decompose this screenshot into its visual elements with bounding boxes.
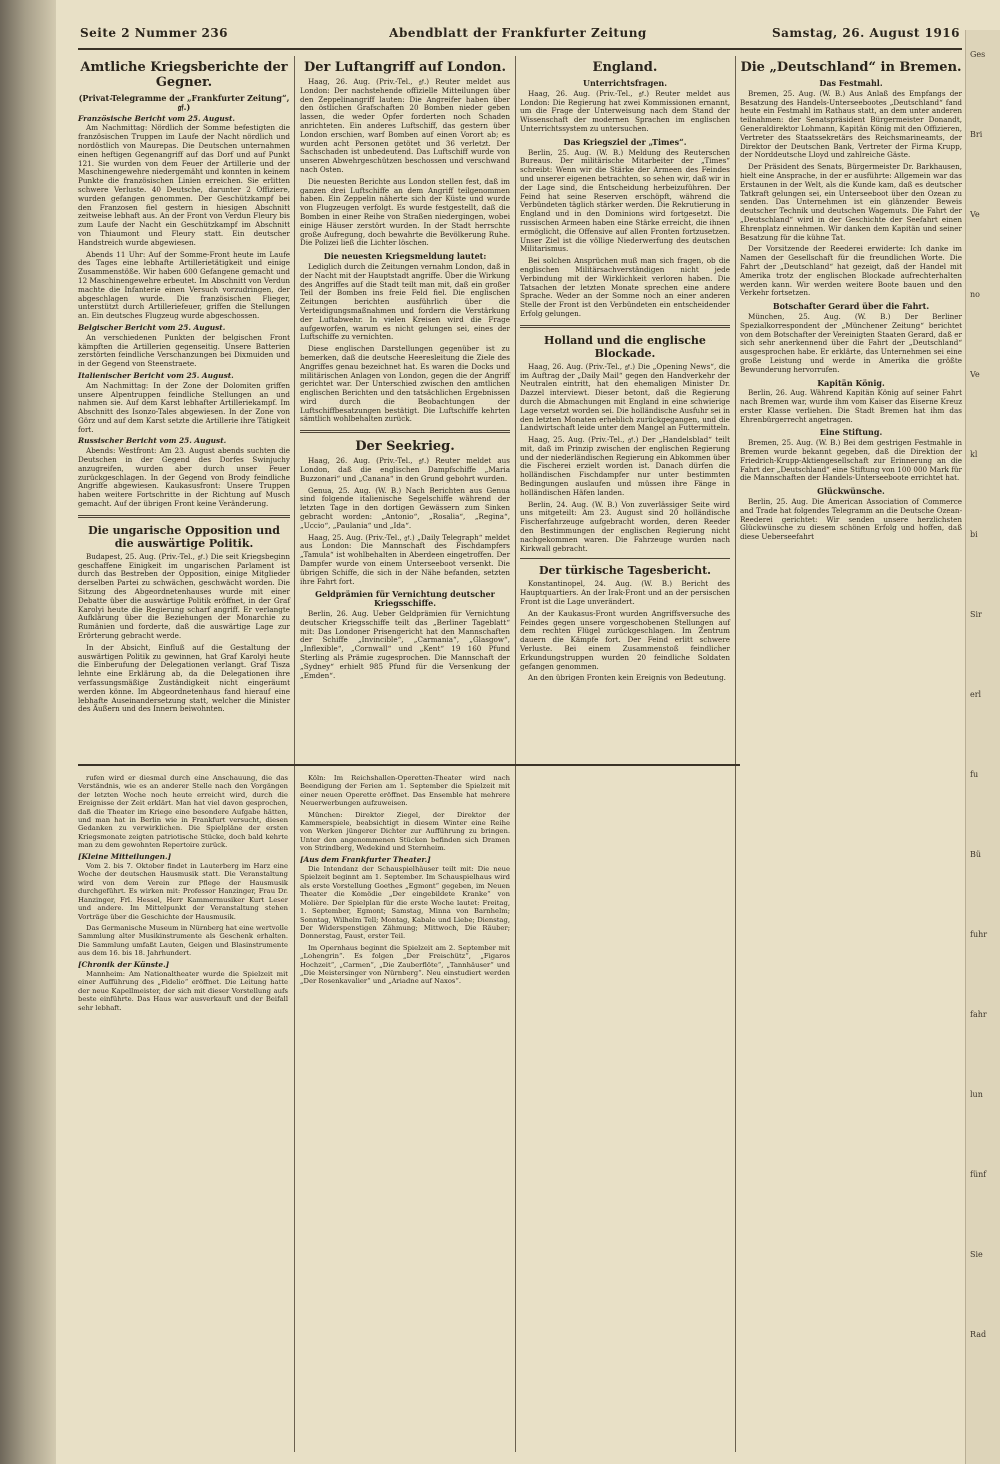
dateline: (Privat-Telegramme der „Frankfurter Zeitung“, 𝔤𝔣.) [78, 93, 290, 112]
adjacent-page-fragment: no [970, 290, 980, 299]
article-text: Konstantinopel, 24. Aug. (W. B.) Bericht des Hauptquartiers. An der Irak-Front und an der persischen Front ist die Lage unverändert. [520, 579, 730, 607]
feuilleton-column-1 [78, 774, 288, 1015]
adjacent-page-fragment: kl [970, 450, 978, 459]
subheading: Eine Stiftung. [819, 427, 883, 438]
section-title: Belgischer Bericht vom 25. August. [78, 322, 226, 332]
article-text: Am Nachmittag: In der Zone der Dolomiten griffen unsere Alpentruppen feindliche Stellungen an und nahmen sie. Auf dem Karst lebhafter Artilleriekampf. Im Abschnitt des Isonzo-Tales abgewiesen. In der Zone von Görz und auf dem Karst setzte die Artillerie ihre Tätigkeit fort. [78, 380, 290, 434]
article-text: An den übrigen Fronten kein Ereignis von Bedeutung. [528, 673, 726, 683]
subheading: Die neuesten Kriegsmeldung lautet: [323, 251, 487, 262]
article-text: München, 25. Aug. (W. B.) Der Berliner Spezialkorrespondent der „Münchener Zeitung“ berichtet von dem Botschafter der Vereinigten Staaten Gerard, daß er sich sehr anerkennend über die Fahrt der „Deutschland“ ausgesprochen habe. Er erklärte, das Unternehmen sei eine große Leistung und werde in Amerika die größte Bewunderung hervorrufen. [740, 311, 962, 374]
headline-war-reports: Amtliche Kriegsberichte der Gegner. [80, 60, 288, 90]
section-title: [Aus dem Frankfurter Theater.] [300, 854, 431, 864]
newspaper-title: Abendblatt der Frankfurter Zeitung [389, 26, 647, 40]
adjacent-page-fragment: fuhr [970, 930, 988, 939]
headline-deutschland-bremen: Die „Deutschland“ in Bremen. [740, 60, 962, 75]
article-text: Der Vorsitzende der Reederei erwiderte: Ich danke im Namen der Gesellschaft für die freundlichen Worte. Die Fahrt der „Deutschland“ hat gezeigt, daß der Handel mit Amerika trotz der englischen Blockade aufrechterhalten werden kann. Wir werden weitere Boote bauen und den Verkehr fortsetzen. [740, 244, 962, 298]
subheading: Botschafter Gerard über die Fahrt. [772, 301, 930, 312]
subheading: Geldprämien für Vernichtung deutscher Kriegsschiffe. [315, 589, 495, 609]
subheading: Das Kriegsziel der „Times“. [563, 136, 687, 147]
article-text: Die neuesten Berichte aus London stellen fest, daß im ganzen drei Luftschiffe an dem Angriff teilgenommen haben. Ein Zeppelin näherte sich der Küste und wurde von Flugzeugen verfolgt. Es wurde festgestellt, daß die Bomben in einer Reihe von Straßen niedergingen, wobei einige Häuser zerstört wurden. In der Stadt herrschte große Aufregung, doch bewahrte die Bevölkerung Ruhe. Die Polizei ließ die Lichter löschen. [300, 176, 510, 248]
adjacent-page-fragment: Ges [970, 50, 986, 59]
article-text: Köln: Im Reichshallen-Operetten-Theater wird nach Beendigung der Ferien am 1. September die Spielzeit mit einer neuen Operette eröffnet. Das Ensemble hat mehrere Neuerwerbungen aufzuweisen. [300, 774, 510, 808]
article-text: Mannheim: Am Nationaltheater wurde die Spielzeit mit einer Aufführung des „Fidelio“ eröffnet. Die Leitung hatte der neue Kapellmeister, der sich mit dieser Vorstellung aufs beste einführte. Das Haus war ausverkauft und der Beifall sehr lebhaft. [78, 969, 288, 1012]
article-text: Am Nachmittag: Nördlich der Somme befestigten die französischen Truppen im Laufe der Nacht nördlich und nordöstlich von Maurepas. Die Deutschen unternahmen einen heftigen Gegenangriff auf das Dorf und auf Punkt 121. Sie wurden von dem Feuer der Artillerie und der Maschinengewehre niedergemäht und konnten in keinem Punkte die französischen Linien erreichen. Sie erlitten schwere Verluste. 40 Deutsche, darunter 2 Offiziere, wurden gefangen genommen. Der Geschützkampf bei den Franzosen fiel gestern in hiesigen Abschnitt zeitweise lebhaft aus. An der Front von Verdun Fleury bis zum Laufe der Nacht ein Geschützkampf im Abschnitt von Thiaumont und Fleury statt. Ein deutscher Handstreich wurde abgewiesen. [78, 123, 290, 247]
section-divider [300, 430, 510, 433]
section-divider [520, 558, 730, 559]
article-text: An der Kaukasus-Front wurden Angriffsversuche des Feindes gegen unsere vorgeschobenen Stellungen auf dem rechten Flügel zurückgeschlagen. Im Zentrum dauern die Kämpfe fort. Der Feind erlitt schwere Verluste. Bei einem Zusammenstoß feindlicher Erkundungstruppen wurden 20 feindliche Soldaten gefangen genommen. [520, 608, 730, 671]
subheading: Kapitän König. [817, 377, 885, 388]
article-text: Haag, 26. Aug. (Priv.-Tel., 𝔤𝔣.) Reuter meldet aus London: Die Regierung hat zwei Kommissionen ernannt, um die Frage der Unterweisung nach dem Stand der Wissenschaft der modernen Sprachen im englischen Unterrichtssystem zu untersuchen. [520, 88, 730, 133]
adjacent-page-fragment: fünf [970, 1170, 987, 1179]
article-text: In der Absicht, Einfluß auf die Gestaltung der auswärtigen Politik zu gewinnen, hat Graf Karolyi heute die Einberufung der Delegationen verlangt. Graf Tisza lehnte eine Erklärung ab, da die Delegationen ihre verfassungsmäßige Zuständigkeit nicht eingeräumt werden könne. Im Abgeordnetenhaus fand hierauf eine lebhafte Auseinandersetzung statt, welcher die Minister des Äußern und des Innern beiwohnten. [78, 642, 290, 714]
adjacent-page-fragment: fu [970, 770, 979, 779]
feuilleton-divider [78, 764, 740, 766]
section-title: Italienischer Bericht vom 25. August. [78, 370, 234, 380]
adjacent-page-fragment: fahr [970, 1010, 987, 1019]
column-rule [515, 56, 516, 1452]
article-text: Bremen, 25. Aug. (W. B.) Bei dem gestrigen Festmahle in Bremen wurde bekannt gegeben, daß die Direktion der Friedrich-Krupp-Aktiengesellschaft zur Erinnerung an die Fahrt der „Deutschland“ eine Stiftung von 100 000 Mark für die Mannschaften der Handels-Unterseeboote errichtet hat. [740, 438, 962, 483]
column-rule [735, 56, 736, 1452]
article-text: Vom 2. bis 7. Oktober findet in Lauterberg im Harz eine Woche der deutschen Hausmusik statt. Die Veranstaltung wird von dem Verein zur Pflege der Hausmusik durchgeführt. Es wirken mit: Professor Hanzinger, Frau Dr. Hanzinger, Frl. Hessel, Herr Kammermusiker Kurt Leser und andere. Im Mittelpunkt der Veranstaltung stehen Vorträge über die Geschichte der Hausmusik. [78, 862, 288, 921]
article-text: München: Direktor Ziegel, der Direktor der Kammerspiele, beabsichtigt in diesem Winter eine Reihe von Werken jüngerer Dichter zur Aufführung zu bringen. Unter den angenommenen Stücken befinden sich Dramen von Strindberg, Wedekind und Sternheim. [300, 810, 510, 853]
article-text: Haag, 25. Aug. (Priv.-Tel., 𝔤𝔣.) „Daily Telegraph“ meldet aus London: Die Mannschaft des Fischdampfers „Tamula“ ist wohlbehalten in Aberdeen eingetroffen. Der Dampfer wurde von einem Unterseeboot versenkt. Die übrigen Schiffe, die sich in der Nähe befanden, setzten ihre Fahrt fort. [300, 532, 510, 586]
adjacent-page-fragment: bi [970, 530, 978, 539]
adjacent-page-fragment: Bü [970, 850, 982, 859]
subheading: Das Festmahl. [819, 78, 883, 88]
column-1 [78, 56, 290, 717]
article-text: Bei solchen Ansprüchen muß man sich fragen, ob die englischen Militärsachverständigen nicht jede Verbindung mit der Wirklichkeit verloren haben. Die Tatsachen der letzten Monate sprechen eine andere Sprache. Weder an der Somme noch an einer anderen Stelle der Front ist den Verbündeten ein entscheidender Erfolg gelungen. [520, 256, 730, 318]
adjacent-page-fragment: lun [970, 1090, 983, 1099]
headline-turkish-report: Der türkische Tagesbericht. [539, 564, 711, 578]
article-text: Haag, 26. Aug. (Priv.-Tel., 𝔤𝔣.) Reuter meldet aus London: Der nachstehende offizielle Mitteilungen über den Zeppelinangriff lauten: Die Angreifer haben über den östlichen Grafschaften 20 Bomben nieder geben lassen, die weder Opfer forderten noch Schaden anrichteten. Ein anderes Luftschiff, das gestern über London erschien, warf Bomben auf einen Vorort ab; es wurden acht Personen getötet und 36 verletzt. Der Sachschaden ist unbedeutend. Das Luftschiff wurde von unseren Abwehrgeschützen beschossen und verschwand nach Osten. [300, 77, 510, 174]
headline-holland-blockade: Holland und die englische Blockade. [544, 333, 706, 360]
article-text: Berlin, 26. Aug. Ueber Geldprämien für Vernichtung deutscher Kriegsschiffe teilt das „Berliner Tageblatt“ mit: Das Londoner Prisengericht hat den Mannschaften der Schiffe „Invincible“, „Carmania“, „Glasgow“, „Inflexible“, „Cornwall“ und „Kent“ 19 160 Pfund Sterling als Prämie zugesprochen. Die Mannschaft der „Sydney“ erhielt 985 Pfund für die Versenkung der „Emden“. [300, 609, 510, 680]
headline-england: England. [592, 60, 658, 75]
issue-date: Samstag, 26. August 1916 [771, 26, 960, 40]
article-text: Haag, 26. Aug. (Priv.-Tel., 𝔤𝔣.) Die „Opening News“, die im Auftrag der „Daily Mail“ gegen den Handverkehr der Neutralen eintritt, hat den ehemaligen Minister Dr. Dazzel interviewt. Dieser betont, daß die Regierung durch die Abmachungen mit England in eine schwierige Lage versetzt worden sei. Die holländische Ausfuhr sei in den letzten Monaten erheblich zurückgegangen, und die Landwirtschaft leide unter dem Mangel an Futtermitteln. [520, 361, 730, 433]
masthead [78, 22, 962, 50]
article-text: Der Präsident des Senats, Bürgermeister Dr. Barkhausen, hielt eine Ansprache, in der er ausführte: Allgemein war das Erstaunen in der Welt, als die Kunde kam, daß es deutscher Tatkraft gelungen sei, ein Unterseeboot über den Ozean zu senden. Das Unternehmen ist ein glänzender Beweis deutscher Technik und deutschen Wagemuts. Die Fahrt der „Deutschland“ wird in der Geschichte der Seefahrt einen Ehrenplatz einnehmen. Wir danken dem Kapitän und seiner Besatzung für die kühne Tat. [740, 162, 962, 242]
section-divider [520, 325, 730, 328]
adjacent-page-fragment: Ve [970, 370, 980, 379]
page-content [78, 22, 962, 1452]
adjacent-page-fragment: Ve [970, 210, 980, 219]
article-text: Abends 11 Uhr: Auf der Somme-Front heute im Laufe des Tages eine lebhafte Artillerietätigkeit und einige Zusammenstöße. Wir haben 600 Gefangene gemacht und 12 Maschinengewehre erbeutet. Im Abschnitt von Verdun machte die Infanterie einen Versuch vorzudringen, der abgeschlagen wurde. Die französischen Flieger, unterstützt durch Artilleriefeuer, griffen die Stellungen an. Ein deutsches Flugzeug wurde abgeschossen. [78, 249, 290, 321]
subheading: Glückwünsche. [817, 486, 885, 497]
column-3 [520, 56, 730, 686]
article-text: Berlin, 24. Aug. (W. B.) Von zuverlässiger Seite wird uns mitgeteilt: Am 23. August sind 20 holländische Fischerfahrzeuge aufgebracht worden, deren Reeder den Bestimmungen der englischen Regierung nicht nachgekommen waren. Die Fahrzeuge wurden nach Kirkwall gebracht. [520, 499, 730, 553]
section-title: Französische Bericht vom 25. August. [78, 113, 235, 123]
article-text: Genua, 25. Aug. (W. B.) Nach Berichten aus Genua sind folgende italienische Segelschiffe während der letzten Tage in den dortigen Gewässern zum Sinken gebracht worden: „Antonio“, „Rosalia“, „Regina“, „Uccio“, „Paulania“ und „Ida“. [300, 485, 510, 530]
article-text: Abends: Westfront: Am 23. August abends suchten die Deutschen in der Gegend des Dorfes Swinjuchy anzugreifen, wurden aber durch unser Feuer zurückgeschlagen. In der Gegend von Brody feindliche Angriffe abgewiesen. Kaukasusfront: Unsere Truppen haben weitere Fortschritte in der Richtung auf Musch gemacht. Auf der übrigen Front keine Veränderung. [78, 446, 290, 509]
headline-naval-war: Der Seekrieg. [355, 439, 455, 455]
article-text: Berlin, 25. Aug. Die American Association of Commerce and Trade hat folgendes Telegramm an die Deutsche Ozean-Reederei gerichtet: Wir senden unsere herzlichsten Glückwünsche zu diesem schönen Erfolg und hoffen, daß diese Ueberseefahrt [740, 497, 962, 542]
adjacent-page-fragment: erl [970, 690, 982, 699]
article-text: Haag, 25. Aug. (Priv.-Tel., 𝔤𝔣.) Der „Handelsblad“ teilt mit, daß im Prinzip zwischen der englischen Regierung und der niederländischen Regierung ein Abkommen über die Fischerei erzielt worden ist. Danach dürfen die holländischen Fischdampfer nur unter bestimmten Bedingungen auslaufen und müssen ihre Fänge in holländischen Häfen landen. [520, 435, 730, 497]
article-text: Bremen, 25. Aug. (W. B.) Aus Anlaß des Empfangs der Besatzung des Handels-Unterseebootes „Deutschland“ fand heute ein Festmahl im Rathaus statt, an dem unter anderen teilnahmen: der Senatspräsident Bürgermeister Donandt, Generaldirektor Lohmann, Kapitän König mit den Offizieren, Vertreter des Staatssekretärs des Reichsmarineamts, der Direktor der Deutschen Bank, Vertreter der Firma Krupp, der Norddeutsche Lloyd und zahlreiche Gäste. [740, 88, 962, 160]
column-2 [300, 56, 510, 683]
article-text: Das Germanische Museum in Nürnberg hat eine wertvolle Sammlung alter Musikinstrumente als Geschenk erhalten. Die Sammlung umfaßt Lauten, Geigen und Blasinstrumente aus dem 16. bis 18. Jahrhundert. [78, 923, 288, 958]
adjacent-page-fragment: Sie [970, 1250, 983, 1259]
article-text: Berlin, 26. Aug. Während Kapitän König auf seiner Fahrt nach Bremen war, wurde ihm vom Kaiser das Eiserne Kreuz erster Klasse verliehen. Die Stadt Bremen hat ihm das Ehrenbürgerrecht angetragen. [740, 388, 962, 424]
page-number: Seite 2 Nummer 236 [80, 26, 229, 40]
article-text: Im Opernhaus beginnt die Spielzeit am 2. September mit „Lohengrin“. Es folgen „Der Freischütz“, „Figaros Hochzeit“, „Carmen“, „Die Zauberflöte“, „Tannhäuser“ und „Die Meistersinger von Nürnberg“. Neu einstudiert werden „Der Rosenkavalier“ und „Ariadne auf Naxos“. [300, 943, 510, 986]
section-title: Russischer Bericht vom 25. August. [78, 436, 227, 446]
section-title: [Chronik der Künste.] [78, 959, 170, 969]
article-text: rufen wird er diesmal durch eine Anschauung, die das Verständnis, wie es an anderer Stelle nach den Vorgängen der letzten Woche noch heute erreicht wird, durch die Ereignisse der Zeit erklärt. Man hat viel davon gesprochen, daß die Theater im Kriege eine besondere Aufgabe hätten, und man hat in Berlin wie in Frankfurt versucht, diesen Gedanken zu verwirklichen. Die Spielpläne der ersten Kriegsmonate zeigten patriotische Stücke, doch bald kehrte man zu dem gewohnten Repertoire zurück. [78, 774, 288, 850]
page-binding-shadow [0, 0, 56, 1464]
article-text: An verschiedenen Punkten der belgischen Front kämpften die Artillerien gegenseitig. Unsere Batterien zerstörten feindliche Verschanzungen bei Dixmuiden und in der Gegend von Steenstraete. [78, 332, 290, 369]
section-title: [Kleine Mitteilungen.] [78, 851, 172, 861]
article-text: Diese englischen Darstellungen gegenüber ist zu bemerken, daß die deutsche Heeresleitung die Ziele des Angriffes genau bezeichnet hat. Es waren die Docks und militärischen Anlagen von London, gegen die der Angriff gerichtet war. Der Unterschied zwischen den amtlichen englischen Berichten und den tatsächlichen Ergebnissen wird durch die Beobachtungen der Luftschiffbesatzungen bestätigt. Die Luftschiffe kehrten sämtlich wohlbehalten zurück. [300, 344, 510, 424]
section-divider [78, 515, 290, 518]
adjacent-page-fragment: Rad [970, 1330, 987, 1339]
adjacent-page-fragment: Sir [970, 610, 982, 619]
article-text: Die Intendanz der Schauspielhäuser teilt mit: Die neue Spielzeit beginnt am 1. September. Im Schauspielhaus wird als erste Vorstellung Goethes „Egmont“ gegeben, im Neuen Theater die Komödie „Der eingebildete Kranke“ von Molière. Der Spielplan für die erste Woche lautet: Freitag, 1. September, Egmont; Samstag, Minna von Barnhelm; Sonntag, Wilhelm Tell; Montag, Kabale und Liebe; Dienstag, Der Widerspenstigen Zähmung; Mittwoch, Die Räuber; Donnerstag, Faust, erster Teil. [300, 865, 510, 941]
subheading: Unterrichtsfragen. [582, 78, 668, 88]
headline-air-raid-london: Der Luftangriff auf London. [303, 60, 507, 75]
headline-hungarian-opposition: Die ungarische Opposition und die auswärtige Politik. [88, 523, 280, 550]
article-text: Haag, 26. Aug. (Priv.-Tel., 𝔤𝔣.) Reuter meldet aus London, daß die englischen Dampfschiffe „Maria Buzzonari“ und „Canana“ in den Grund gebohrt wurden. [300, 456, 510, 483]
article-text: Berlin, 25. Aug. (W. B.) Meldung des Reuterschen Bureaus. Der militärische Mitarbeiter der „Times“ schreibt: Wenn wir die Stärke der Armeen des Feindes und unserer eigenen betrachten, so sehen wir, daß wir in der Lage sind, die Entscheidung herbeizuführen. Der Feind hat seine Reserven erschöpft, während die Verbündeten täglich stärker werden. Die Rekrutierung in England und in den Dominions wird fortgesetzt. Die russischen Armeen haben eine Stärke erreicht, die ihnen ermöglicht, die Offensive auf allen Fronten fortzusetzen. Unser Ziel ist die völlige Niederwerfung des deutschen Militarismus. [520, 147, 730, 254]
column-rule [294, 56, 295, 1452]
feuilleton-column-2 [300, 774, 510, 989]
article-text: Budapest, 25. Aug. (Priv.-Tel., 𝔤𝔣.) Die seit Kriegsbeginn geschaffene Einigkeit im ungarischen Parlament ist durch das Bestreben der Opposition, einige Mitglieder derselben Partei zu schwächen, geschwächt worden. Die Sitzung des Abgeordnetenhauses wurde mit einer Debatte über die auswärtige Politik eröffnet, in der Graf Karolyi heute die Regierung scharf angriff. Er verlangte Aufklärung über die Beziehungen der Monarchie zu Rumänien und forderte, daß die auswärtige Lage zur Erörterung gebracht werde. [78, 551, 290, 641]
article-text: Lediglich durch die Zeitungen vernahm London, daß in der Nacht mit der Hauptstadt angriffe. Über die Wirkung des Angriffes auf die Stadt teilt man mit, daß ein großer Teil der Bomben ins freie Feld fiel. Die englischen Zeitungen berichten ausführlich über die Verteidigungsmaßnahmen und fordern die Verstärkung der Luftabwehr. In vielen Kreisen wird die Frage aufgeworfen, warum es nicht gelungen sei, eines der Luftschiffe zu vernichten. [300, 261, 510, 342]
adjacent-page-fragment: Bri [970, 130, 983, 139]
adjacent-page-strip [965, 30, 1000, 1464]
column-4 [740, 56, 962, 545]
